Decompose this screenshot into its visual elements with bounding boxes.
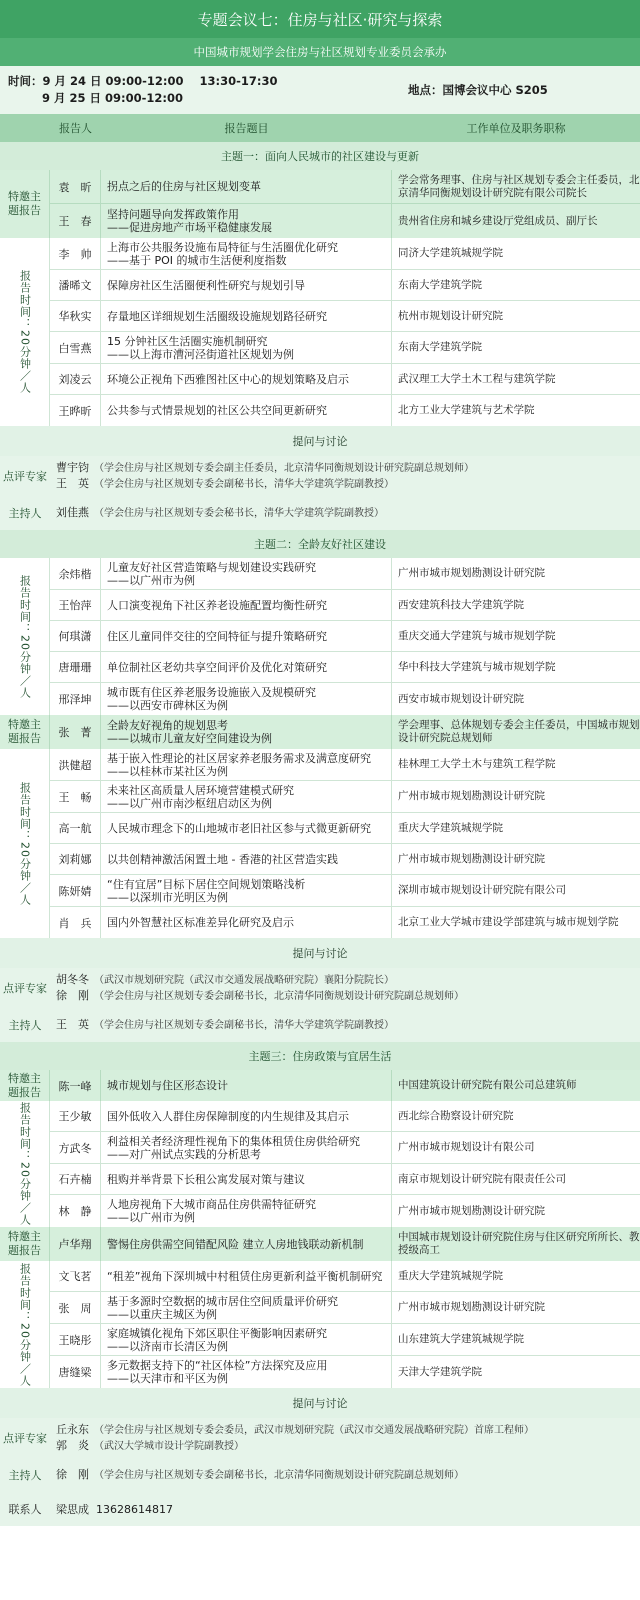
speaker-affiliation: 学会理事、总体规划专委会主任委员，中国城市规划设计研究院总规划师 — [398, 719, 640, 744]
speaker-row — [50, 1132, 640, 1164]
talk-title — [101, 749, 392, 780]
speaker-name: 王晓彤 — [50, 1324, 101, 1355]
talk-title-line: 城市规划与住区形态设计 — [107, 1079, 228, 1092]
talk-title-line: 警惕住房供需空间错配风险 建立人房地钱联动新机制 — [107, 1237, 364, 1251]
commentary-row — [0, 456, 640, 496]
speaker-affiliation: 重庆大学建筑城规学院 — [398, 821, 503, 834]
host-label: 主持人 — [8, 1468, 42, 1482]
discussion-row: 提问与讨论 — [0, 426, 640, 456]
day1-time: 9 月 24 日 09:00-12:00 — [42, 74, 184, 88]
organizer-banner — [0, 38, 640, 66]
contact-name: 梁思成 — [56, 1503, 89, 1516]
talk-title — [101, 1070, 392, 1101]
organizer-text: 中国城市规划学会住房与社区规划专业委员会承办 — [193, 45, 447, 59]
speaker-affiliation: 南京市规划设计研究院有限责任公司 — [398, 1172, 566, 1185]
featured-report-block — [0, 1227, 640, 1261]
talk-subtitle-line: ——以上海市漕河泾街道社区规划为例 — [107, 347, 294, 361]
expert-name: 徐 刚 — [56, 989, 89, 1002]
regular-report-block — [0, 1261, 640, 1388]
speaker-affiliation: 东南大学建筑学院 — [398, 341, 482, 353]
time-info — [0, 66, 398, 114]
talk-title-line: 多元数据支持下的“社区体检”方法探究及应用 — [107, 1359, 328, 1372]
talk-title-line: 拐点之后的住房与社区规划变革 — [107, 180, 261, 193]
label-text: 报告时间：20分钟／人 — [18, 781, 32, 906]
talk-title — [101, 1195, 392, 1227]
talk-subtitle-line: ——以广州市南沙枢纽启动区为例 — [107, 796, 272, 810]
commentary-expert — [56, 476, 640, 492]
speaker-affiliation: 杭州市规划设计研究院 — [398, 309, 503, 322]
talk-title — [101, 683, 392, 715]
speaker-name: 王少敏 — [50, 1101, 101, 1131]
speaker-affiliation: 东南大学建筑学院 — [398, 278, 482, 291]
talk-title — [101, 1356, 392, 1388]
talk-title — [101, 844, 392, 874]
speaker-name: 袁 昕 — [50, 170, 101, 203]
speaker-row — [50, 1292, 640, 1324]
expert-note: （学会住房与社区规划专委会副秘书长，北京清华同衡规划设计研究院副总规划师） — [94, 991, 464, 1002]
regular-report-block — [0, 238, 640, 426]
label-text: 报告时间：20分钟／人 — [18, 574, 32, 699]
talk-title — [101, 1227, 392, 1261]
speaker-affiliation: 广州市城市规划勘测设计研究院 — [398, 852, 545, 865]
speaker-row — [50, 813, 640, 844]
talk-subtitle-line: ——以广州市为例 — [107, 1211, 195, 1224]
host-line — [56, 505, 640, 521]
commentary-experts — [50, 968, 640, 1008]
speaker-row — [50, 170, 640, 204]
commentary-row — [0, 1418, 640, 1458]
speaker-name: 余炜楷 — [50, 558, 101, 589]
theme-title: 主题三：住房政策与宜居生活 — [0, 1042, 640, 1070]
talk-title-line: 单位制社区老幼共享空间评价及优化对策研究 — [107, 660, 327, 674]
talk-title — [101, 1261, 392, 1291]
talk-title-line: 基于多源时空数据的城市居住空间质量评价研究 — [107, 1294, 338, 1308]
speaker-affiliation: 华中科技大学建筑与城市规划学院 — [398, 660, 556, 673]
featured-report-label — [0, 1227, 50, 1261]
speaker-rows — [50, 1261, 640, 1388]
speaker-row — [50, 1101, 640, 1132]
host-label: 主持人 — [8, 1018, 42, 1032]
expert-note: （学会住房与社区规划专委会委员，武汉市规划研究院（武汉市交通发展战略研究院）首席工程师） — [94, 1425, 534, 1436]
expert-note: （武汉市规划研究院（武汉市交通发展战略研究院）襄阳分院院长） — [94, 975, 394, 986]
discussion-row: 提问与讨论 — [0, 1388, 640, 1418]
speaker-row — [50, 270, 640, 301]
time-label: 时间： — [8, 74, 43, 88]
location-info — [398, 66, 640, 114]
talk-title — [101, 621, 392, 651]
host-row — [0, 1008, 640, 1042]
host-line — [56, 1467, 640, 1483]
speaker-name: 潘晞文 — [50, 270, 101, 300]
time-line-1 — [8, 73, 390, 90]
header-blank — [0, 114, 50, 142]
speaker-affiliation: 西安市城市规划设计研究院 — [398, 692, 524, 705]
speaker-row — [50, 1356, 640, 1388]
commentary-row — [0, 968, 640, 1008]
expert-name: 王 英 — [56, 477, 89, 490]
speaker-affiliation: 西安建筑科技大学建筑学院 — [398, 598, 524, 611]
talk-subtitle-line: ——以天津市和平区为例 — [107, 1372, 228, 1385]
talk-title — [101, 270, 392, 300]
talk-title — [101, 395, 392, 426]
talk-title — [101, 813, 392, 843]
theme-title: 主题一：面向人民城市的社区建设与更新 — [0, 142, 640, 170]
header-speaker: 报告人 — [59, 122, 92, 135]
talk-title — [101, 170, 392, 203]
featured-report-block — [0, 170, 640, 238]
speaker-name: 高一航 — [50, 813, 101, 843]
commentary-expert — [56, 988, 640, 1004]
host-note: （学会住房与社区规划专委会秘书长，清华大学建筑学院副教授） — [94, 508, 384, 519]
talk-title-line: 上海市公共服务设施布局特征与生活圈优化研究 — [107, 240, 338, 254]
featured-report-label — [0, 170, 50, 238]
featured-report-label — [0, 1070, 50, 1101]
contact-row — [0, 1492, 640, 1526]
talk-title — [101, 907, 392, 938]
talk-title-line: 未来社区高质量人居环境营建模式研究 — [107, 783, 294, 797]
contact-phone: 13628614817 — [96, 1503, 173, 1516]
expert-note: （学会住房与社区规划专委会副秘书长，清华大学建筑学院副教授） — [94, 479, 394, 490]
expert-note: （学会住房与社区规划专委会副主任委员，北京清华同衡规划设计研究院副总规划师） — [94, 463, 474, 474]
speaker-name: 肖 兵 — [50, 907, 101, 938]
speaker-row — [50, 907, 640, 938]
talk-title — [101, 875, 392, 906]
speaker-affiliation: 桂林理工大学土木与建筑工程学院 — [398, 758, 556, 770]
speaker-name: 刘凌云 — [50, 364, 101, 394]
commentary-label: 点评专家 — [3, 1431, 47, 1445]
talk-title — [101, 781, 392, 812]
speaker-name: 刘莉娜 — [50, 844, 101, 874]
host-info — [50, 1458, 640, 1492]
speaker-rows — [50, 1101, 640, 1227]
speaker-affiliation: 北京工业大学城市建设学部建筑与城市规划学院 — [398, 916, 619, 928]
host-name: 徐 刚 — [56, 1468, 89, 1481]
speaker-name: 张 周 — [50, 1292, 101, 1323]
speaker-name: 邢泽坤 — [50, 683, 101, 715]
day1-pm-time: 13:30-17:30 — [199, 74, 278, 88]
speaker-affiliation: 武汉理工大学土木工程与建筑学院 — [398, 372, 556, 385]
host-info — [50, 1008, 640, 1042]
location-value: 国博会议中心 S205 — [442, 83, 548, 97]
talk-title — [101, 204, 392, 238]
speaker-row — [50, 332, 640, 364]
speaker-affiliation: 广州市城市规划勘测设计研究院 — [398, 790, 545, 802]
speaker-row — [50, 844, 640, 875]
speaker-name: 石卉楠 — [50, 1164, 101, 1194]
speaker-row — [50, 1324, 640, 1356]
speaker-name: 王怡萍 — [50, 590, 101, 620]
talk-subtitle-line: ——促进房地产市场平稳健康发展 — [107, 221, 272, 234]
speaker-row — [50, 652, 640, 683]
speaker-row — [50, 683, 640, 715]
commentary-expert — [56, 460, 640, 476]
speaker-row — [50, 1070, 640, 1101]
featured-report-block — [0, 715, 640, 749]
host-label: 主持人 — [8, 506, 42, 520]
speaker-row — [50, 301, 640, 332]
speaker-name: 张 菁 — [50, 715, 101, 749]
label-text: 特邀主题报告 — [8, 1230, 41, 1257]
speaker-affiliation: 重庆大学建筑城规学院 — [398, 1269, 503, 1282]
talk-title — [101, 558, 392, 589]
talk-title-line: 儿童友好社区营造策略与规划建设实践研究 — [107, 560, 316, 574]
label-text: 报告时间：20分钟／人 — [18, 1102, 32, 1226]
talk-title-line: 住区儿童同伴交往的空间特征与提升策略研究 — [107, 629, 327, 643]
time-location-bar — [0, 66, 640, 114]
expert-name: 曹宇钧 — [56, 461, 89, 474]
contact-label: 联系人 — [8, 1503, 42, 1516]
speaker-affiliation: 同济大学建筑城规学院 — [398, 247, 503, 259]
page-title — [0, 0, 640, 38]
commentary-expert — [56, 972, 640, 988]
host-row — [0, 1458, 640, 1492]
title-text: 专题会议七：住房与社区·研究与探索 — [197, 10, 443, 29]
talk-title — [101, 1292, 392, 1323]
talk-title — [101, 1164, 392, 1194]
time-line-2 — [8, 90, 390, 107]
commentary-expert — [56, 1422, 640, 1438]
talk-title-line: 以共创精神激活闲置土地 - 香港的社区营造实践 — [107, 852, 338, 866]
speaker-name: 白雪燕 — [50, 332, 101, 363]
speaker-row — [50, 395, 640, 426]
talk-title — [101, 1132, 392, 1163]
speaker-affiliation: 深圳市城市规划设计研究院有限公司 — [398, 884, 566, 896]
report-time-label — [0, 558, 50, 715]
speaker-row — [50, 1227, 640, 1261]
speaker-row — [50, 1164, 640, 1195]
speaker-name: 陈妍婧 — [50, 875, 101, 906]
talk-title-line: 城市既有住区养老服务设施嵌入及规模研究 — [107, 686, 316, 699]
talk-title-line: 人民城市理念下的山地城市老旧社区参与式微更新研究 — [107, 821, 371, 835]
speaker-name: 文飞茗 — [50, 1261, 101, 1291]
speaker-name: 林 静 — [50, 1195, 101, 1227]
commentary-experts — [50, 1418, 640, 1458]
featured-report-label — [0, 715, 50, 749]
label-text: 特邀主题报告 — [8, 190, 41, 217]
talk-subtitle-line: ——以桂林市某社区为例 — [107, 764, 228, 778]
table-header — [0, 114, 640, 142]
talk-title-line: 保障房社区生活圈便利性研究与规划引导 — [107, 278, 305, 292]
expert-name: 郭 炎 — [56, 1439, 89, 1452]
expert-name: 胡冬冬 — [56, 973, 89, 986]
speaker-name: 陈一峰 — [50, 1070, 101, 1101]
talk-title-line: 存量地区详细规划生活圈级设施规划路径研究 — [107, 309, 327, 323]
talk-title — [101, 238, 392, 269]
speaker-row — [50, 875, 640, 907]
talk-title-line: 国内外智慧社区标准差异化研究及启示 — [107, 916, 294, 929]
speaker-affiliation: 学会常务理事、住房与社区规划专委会主任委员，北京清华同衡规划设计研究院有限公司院长 — [398, 173, 640, 199]
speaker-name: 洪健超 — [50, 749, 101, 780]
speaker-rows — [50, 715, 640, 749]
report-time-label — [0, 749, 50, 938]
theme-title: 主题二：全龄友好社区建设 — [0, 530, 640, 558]
host-note: （学会住房与社区规划专委会副秘书长，北京清华同衡规划设计研究院副总规划师） — [94, 1470, 464, 1481]
speaker-name: 李 帅 — [50, 238, 101, 269]
day2-time: 9 月 25 日 09:00-12:00 — [42, 91, 184, 105]
talk-title — [101, 364, 392, 394]
speaker-row — [50, 749, 640, 781]
talk-title — [101, 1324, 392, 1355]
talk-title — [101, 332, 392, 363]
talk-title-line: 人口演变视角下社区养老设施配置均衡性研究 — [107, 598, 327, 612]
contact-value — [50, 1501, 173, 1517]
report-time-label — [0, 1261, 50, 1388]
speaker-name: 唐缝梁 — [50, 1356, 101, 1388]
talk-subtitle-line: ——对广州试点实践的分析思考 — [107, 1147, 261, 1161]
header-affiliation: 工作单位及职务职称 — [466, 122, 566, 135]
agenda-body — [0, 142, 640, 1492]
regular-report-block — [0, 1101, 640, 1227]
label-text: 报告时间：20分钟／人 — [18, 270, 32, 394]
speaker-affiliation: 重庆交通大学建筑与城市规划学院 — [398, 629, 556, 642]
speaker-rows — [50, 170, 640, 238]
talk-title-line: “租差”视角下深圳城中村租赁住房更新利益平衡机制研究 — [107, 1269, 383, 1283]
commentary-experts — [50, 456, 640, 496]
speaker-affiliation: 广州市城市规划设计有限公司 — [398, 1141, 535, 1153]
host-name: 刘佳燕 — [56, 506, 89, 519]
host-info — [50, 496, 640, 530]
speaker-affiliation: 北方工业大学建筑与艺术学院 — [398, 404, 535, 416]
label-text: 报告时间：20分钟／人 — [18, 1262, 32, 1387]
report-time-label — [0, 238, 50, 426]
host-row — [0, 496, 640, 530]
talk-title — [101, 715, 392, 749]
commentary-expert — [56, 1438, 640, 1454]
talk-title-line: 基于嵌入性理论的社区居家养老服务需求及满意度研究 — [107, 751, 371, 765]
speaker-affiliation: 广州市城市规划勘测设计研究院 — [398, 567, 545, 579]
talk-title-line: 公共参与式情景规划的社区公共空间更新研究 — [107, 404, 327, 417]
speaker-name: 何琪潇 — [50, 621, 101, 651]
speaker-name: 唐珊珊 — [50, 652, 101, 682]
speaker-row — [50, 1261, 640, 1292]
talk-title-line: 国外低收入人群住房保障制度的内生规律及其启示 — [107, 1109, 349, 1123]
host-line — [56, 1017, 640, 1033]
speaker-row — [50, 1195, 640, 1227]
speaker-row — [50, 781, 640, 813]
talk-subtitle-line: ——基于 POI 的城市生活便利度指数 — [107, 253, 287, 267]
speaker-affiliation: 广州市城市规划勘测设计研究院 — [398, 1204, 545, 1217]
speaker-rows — [50, 1227, 640, 1261]
speaker-name: 王 畅 — [50, 781, 101, 812]
talk-title-line: 利益相关者经济理性视角下的集体租赁住房供给研究 — [107, 1134, 360, 1148]
talk-title-line: 环境公正视角下西雅图社区中心的规划策略及启示 — [107, 372, 349, 386]
talk-title — [101, 301, 392, 331]
talk-title-line: “住有宜居”目标下居住空间规划策略浅析 — [107, 877, 306, 891]
talk-title-line: 人地房视角下大城市商品住房供需特征研究 — [107, 1198, 316, 1211]
talk-subtitle-line: ——以重庆主城区为例 — [107, 1307, 217, 1321]
speaker-row — [50, 364, 640, 395]
talk-subtitle-line: ——以济南市长清区为例 — [107, 1339, 228, 1353]
speaker-rows — [50, 1070, 640, 1101]
speaker-name: 卢华翔 — [50, 1227, 101, 1261]
speaker-row — [50, 621, 640, 652]
featured-report-block — [0, 1070, 640, 1101]
speaker-name: 华秋实 — [50, 301, 101, 331]
talk-title — [101, 590, 392, 620]
talk-subtitle-line: ——以西安市碑林区为例 — [107, 699, 228, 712]
host-name: 王 英 — [56, 1018, 89, 1031]
header-topic: 报告题目 — [224, 122, 269, 135]
location-label: 地点： — [408, 83, 443, 97]
expert-name: 丘永东 — [56, 1423, 89, 1436]
speaker-row — [50, 715, 640, 749]
host-note: （学会住房与社区规划专委会副秘书长，清华大学建筑学院副教授） — [94, 1020, 394, 1031]
speaker-rows — [50, 238, 640, 426]
speaker-name: 方武冬 — [50, 1132, 101, 1163]
talk-title-line: 全龄友好视角的规划思考 — [107, 719, 228, 732]
talk-title-line: 坚持问题导向发挥政策作用 — [107, 208, 239, 221]
speaker-affiliation: 中国建筑设计研究院有限公司总建筑师 — [398, 1079, 577, 1091]
speaker-affiliation: 山东建筑大学建筑城规学院 — [398, 1333, 524, 1345]
speaker-row — [50, 590, 640, 621]
speaker-affiliation: 天津大学建筑学院 — [398, 1365, 482, 1378]
speaker-affiliation: 西北综合勘察设计研究院 — [398, 1109, 514, 1122]
report-time-label — [0, 1101, 50, 1227]
label-text: 特邀主题报告 — [8, 718, 41, 745]
label-text: 特邀主题报告 — [8, 1071, 41, 1099]
regular-report-block — [0, 749, 640, 938]
speaker-rows — [50, 558, 640, 715]
commentary-label: 点评专家 — [3, 981, 47, 995]
speaker-affiliation: 中国城市规划设计研究院住房与住区研究所所长、教授级高工 — [398, 1231, 640, 1256]
speaker-name: 王晔昕 — [50, 395, 101, 426]
talk-title-line: 租购并举背景下长租公寓发展对策与建议 — [107, 1172, 305, 1186]
speaker-row — [50, 204, 640, 238]
regular-report-block — [0, 558, 640, 715]
talk-subtitle-line: ——以广州市为例 — [107, 573, 195, 587]
talk-title-line: 家庭城镇化视角下郊区职住平衡影响因素研究 — [107, 1326, 327, 1340]
expert-note: （武汉大学城市设计学院副教授） — [94, 1441, 244, 1452]
talk-subtitle-line: ——以深圳市光明区为例 — [107, 890, 228, 904]
speaker-affiliation: 广州市城市规划勘测设计研究院 — [398, 1301, 545, 1313]
talk-title — [101, 652, 392, 682]
speaker-rows — [50, 749, 640, 938]
speaker-row — [50, 558, 640, 590]
commentary-label: 点评专家 — [3, 469, 47, 483]
speaker-row — [50, 238, 640, 270]
speaker-name: 王 春 — [50, 204, 101, 238]
talk-title — [101, 1101, 392, 1131]
speaker-affiliation: 贵州省住房和城乡建设厅党组成员、副厅长 — [398, 214, 598, 227]
talk-title-line: 15 分钟社区生活圈实施机制研究 — [107, 334, 268, 348]
discussion-row: 提问与讨论 — [0, 938, 640, 968]
talk-subtitle-line: ——以城市儿童友好空间建设为例 — [107, 732, 272, 745]
